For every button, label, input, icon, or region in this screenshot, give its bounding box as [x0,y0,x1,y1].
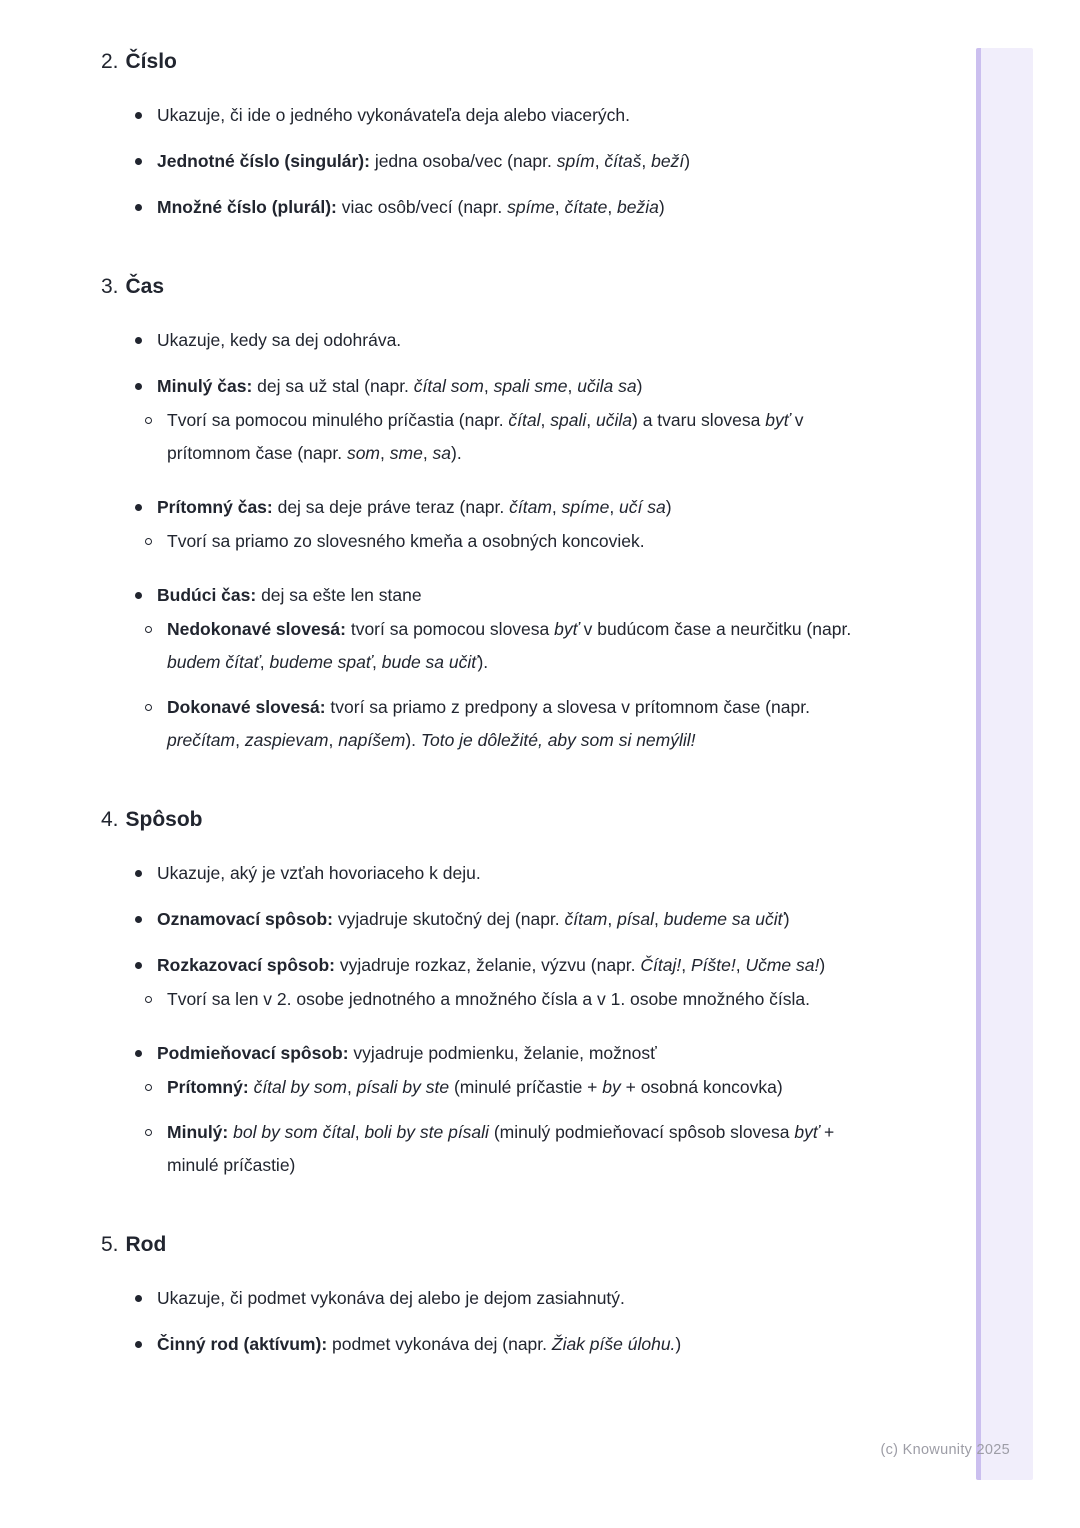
bullet-list [101,1282,861,1361]
list-item [135,857,861,890]
list-item [145,691,861,757]
sub-bullet-list [135,1071,861,1182]
text-segment: , [607,197,618,217]
text-segment: čítam [564,909,608,929]
text-segment: Píšte! [690,955,736,975]
text-segment: spíme [507,197,555,217]
section-title: Čas [125,275,165,298]
list-item-text [167,983,861,1016]
section [101,273,861,757]
text-segment: písal [617,909,655,929]
text-segment: tvorí sa priamo z predpony a slovesa v prítomnom čase (napr. [325,697,810,717]
bullet-icon [145,626,152,633]
bullet-icon [135,870,142,877]
bullet-icon [135,1341,142,1348]
text-segment: Ukazuje, či podmet vykonáva dej alebo je dejom zasiahnutý. [157,1288,625,1308]
list-item-text [157,491,857,524]
text-segment: Minulý čas: [157,376,253,396]
text-segment: budeme spať [269,652,373,672]
list-item-row [135,1037,861,1070]
list-item-row [135,370,861,403]
text-segment: , [380,443,390,463]
list-item-text [157,1037,857,1070]
text-segment: + osobná koncovka) [620,1077,783,1097]
list-item [135,99,861,132]
text-segment: písali by ste [356,1077,450,1097]
text-segment: , [641,151,652,171]
text-segment: spím [556,151,595,171]
text-segment: Rozkazovací spôsob: [157,955,335,975]
section-list [101,48,861,1361]
text-segment: čítaš [604,151,642,171]
section-title: Spôsob [125,808,203,831]
text-segment: Nedokonavé slovesá: [167,619,346,639]
list-item-row [145,404,861,470]
text-segment: , [372,652,382,672]
text-segment: Budúci čas: [157,585,257,605]
text-segment: , [235,730,245,750]
bullet-icon [135,1050,142,1057]
list-item [135,145,861,178]
text-segment: tvorí sa pomocou slovesa [345,619,555,639]
text-segment: , [540,410,551,430]
list-item-text [167,613,861,679]
text-segment: ). [477,652,489,672]
text-segment: vyjadruje skutočný dej (napr. [333,909,565,929]
list-item-row [135,99,861,132]
text-segment: zaspievam [244,730,329,750]
sub-bullet-list [135,404,861,470]
bullet-icon [135,112,142,119]
text-segment: , [586,410,596,430]
text-segment: , [354,1122,365,1142]
list-item-row [145,1071,861,1104]
list-item-row [145,613,861,679]
bullet-list [101,857,861,1182]
text-segment: Čítaj! [640,955,682,975]
list-item [145,404,861,470]
text-segment: byť [554,619,579,639]
bullet-icon [135,383,142,390]
text-segment: ) [665,497,672,517]
text-segment: som [346,443,381,463]
text-segment: boli by ste písali [364,1122,489,1142]
text-segment: , [681,955,691,975]
text-segment: vyjadruje rozkaz, želanie, výzvu (napr. [334,955,641,975]
section-heading [101,48,861,76]
list-item [135,1328,861,1361]
text-segment: Oznamovací spôsob: [157,909,334,929]
text-segment: Tvorí sa priamo zo slovesného kmeňa a osobných koncoviek. [167,531,645,551]
text-segment: dej sa ešte len stane [256,585,422,605]
text-segment: (minulé príčastie + [449,1077,603,1097]
section [101,806,861,1182]
list-item-row [135,491,861,524]
text-segment: čítal by som [253,1077,347,1097]
text-segment: dej sa deje práve teraz (napr. [272,497,510,517]
text-segment: učila [596,410,632,430]
text-segment: , [346,1077,357,1097]
bullet-icon [135,158,142,165]
sub-bullet-list [135,983,861,1016]
text-segment: jedna osoba/vec (napr. [369,151,557,171]
bullet-icon [135,337,142,344]
list-item-text [157,370,857,403]
text-segment: sa [432,443,452,463]
text-segment: ). [405,730,421,750]
list-item [145,525,861,558]
text-segment: Dokonavé slovesá: [167,697,326,717]
section-heading [101,1231,861,1259]
text-segment: bude sa učiť [381,652,478,672]
section-heading [101,806,861,834]
text-segment: ) [684,151,691,171]
text-segment: bol by som čítal [233,1122,355,1142]
bullet-icon [145,996,152,1003]
list-item [135,579,861,757]
text-segment: Tvorí sa len v 2. osobe jednotného a množného čísla a v 1. osobe množného čísla. [167,989,811,1009]
bullet-icon [135,916,142,923]
text-segment: , [567,376,578,396]
text-segment: vyjadruje podmienku, želanie, možnosť [348,1043,657,1063]
text-segment: , [483,376,494,396]
bullet-icon [145,538,152,545]
bullet-icon [135,1295,142,1302]
text-segment: Činný rod (aktívum): [157,1334,328,1354]
text-segment: ) [658,197,665,217]
section-number: 2. [101,50,119,73]
text-segment: , [422,443,433,463]
text-segment: spíme [561,497,610,517]
list-item-text [167,404,861,470]
list-item [135,1282,861,1315]
bullet-icon [145,1084,152,1091]
copyright-watermark: (c) Knowunity 2025 [880,1442,1010,1458]
list-item-row [135,1282,861,1315]
text-segment: dej sa už stal (napr. [252,376,414,396]
text-segment: Minulý: [167,1122,229,1142]
list-item-row [135,145,861,178]
bullet-list [101,324,861,757]
list-item-text [157,949,857,982]
text-segment: Učme sa! [745,955,820,975]
list-item-row [135,579,861,612]
bullet-icon [145,704,152,711]
list-item-row [135,1328,861,1361]
text-segment: byť [794,1122,820,1142]
text-segment: + minulé príčastie) [167,1122,835,1175]
text-segment: napíšem [338,730,406,750]
list-item-text [167,1116,861,1182]
text-segment: sme [389,443,423,463]
list-item-row [145,1116,861,1182]
text-segment: čítal [508,410,541,430]
right-accent-bar [976,48,1033,1480]
text-segment: Ukazuje, kedy sa dej odohráva. [157,330,402,350]
text-segment: beží [651,151,685,171]
text-segment: , [551,497,562,517]
list-item-row [135,857,861,890]
section-title: Číslo [125,50,177,73]
bullet-icon [135,204,142,211]
text-segment: , [735,955,746,975]
list-item-text [167,525,861,558]
list-item-text [157,579,857,612]
list-item-text [157,903,857,936]
text-segment: Jednotné číslo (singulár): [157,151,370,171]
list-item-text [167,1071,861,1104]
list-item [135,903,861,936]
list-item [145,1116,861,1182]
list-item-row [135,949,861,982]
list-item-text [157,145,857,178]
list-item [135,324,861,357]
text-segment: , [259,652,270,672]
text-segment: Tvorí sa pomocou minulého príčastia (napr. [167,410,509,430]
bullet-icon [135,592,142,599]
section-title: Rod [125,1233,167,1256]
list-item [145,983,861,1016]
list-item [135,949,861,1016]
document-content [101,48,861,1361]
bullet-icon [145,1129,152,1136]
section [101,48,861,224]
list-item [145,613,861,679]
text-segment: Množné číslo (plurál): [157,197,337,217]
text-segment: Prítomný: [167,1077,249,1097]
text-segment: , [554,197,565,217]
text-segment: ). [451,443,462,463]
list-item [135,370,861,470]
text-segment: spali sme [493,376,568,396]
text-segment: ) a tvaru slovesa [632,410,766,430]
list-item-text [167,691,861,757]
list-item [145,1071,861,1104]
text-segment: ) [783,909,790,929]
text-segment: budeme sa učiť [663,909,784,929]
text-segment: ) [636,376,643,396]
list-item-text [157,1328,857,1361]
list-item-text [157,191,857,224]
list-item [135,491,861,558]
bullet-icon [145,417,152,424]
section-heading [101,273,861,301]
list-item-row [145,691,861,757]
text-segment: podmet vykonáva dej (napr. [327,1334,552,1354]
text-segment: bežia [617,197,659,217]
list-item-row [135,324,861,357]
bullet-icon [135,962,142,969]
text-segment: byť [765,410,790,430]
text-segment: , [654,909,664,929]
section-number: 5. [101,1233,119,1256]
text-segment: (minulý podmieňovací spôsob slovesa [488,1122,795,1142]
text-segment: Žiak píše úlohu. [551,1334,676,1354]
text-segment: Toto je dôležité, aby som si nemýlil! [420,730,696,750]
list-item [135,191,861,224]
bullet-list [101,99,861,224]
list-item-row [145,983,861,1016]
text-segment: by [602,1077,621,1097]
text-segment: čítam [509,497,552,517]
text-segment: budem čítať [167,652,260,672]
list-item-row [135,903,861,936]
list-item-text [157,324,857,357]
text-segment: , [594,151,605,171]
text-segment: spali [550,410,587,430]
section-number: 4. [101,808,119,831]
list-item-text [157,857,857,890]
sub-bullet-list [135,613,861,757]
text-segment: čítate [564,197,608,217]
text-segment: viac osôb/vecí (napr. [336,197,508,217]
section [101,1231,861,1361]
list-item-row [145,525,861,558]
text-segment: ) [819,955,826,975]
text-segment: učila sa [577,376,637,396]
text-segment: čítal som [413,376,484,396]
text-segment: Ukazuje, či ide o jedného vykonávateľa deja alebo viacerých. [157,105,631,125]
text-segment: Prítomný čas: [157,497,273,517]
list-item-text [157,1282,857,1315]
section-number: 3. [101,275,119,298]
bullet-icon [135,504,142,511]
text-segment: Podmieňovací spôsob: [157,1043,349,1063]
text-segment: , [609,497,620,517]
list-item-row [135,191,861,224]
text-segment: v budúcom čase a neurčitku (napr. [578,619,852,639]
text-segment: , [328,730,339,750]
text-segment: učí sa [619,497,666,517]
text-segment: prečítam [167,730,236,750]
text-segment: Ukazuje, aký je vzťah hovoriaceho k deju. [157,863,481,883]
text-segment: ) [675,1334,682,1354]
text-segment: , [607,909,618,929]
list-item [135,1037,861,1182]
list-item-text [157,99,857,132]
sub-bullet-list [135,525,861,558]
text-segment: v prítomnom čase (napr. [167,410,804,463]
